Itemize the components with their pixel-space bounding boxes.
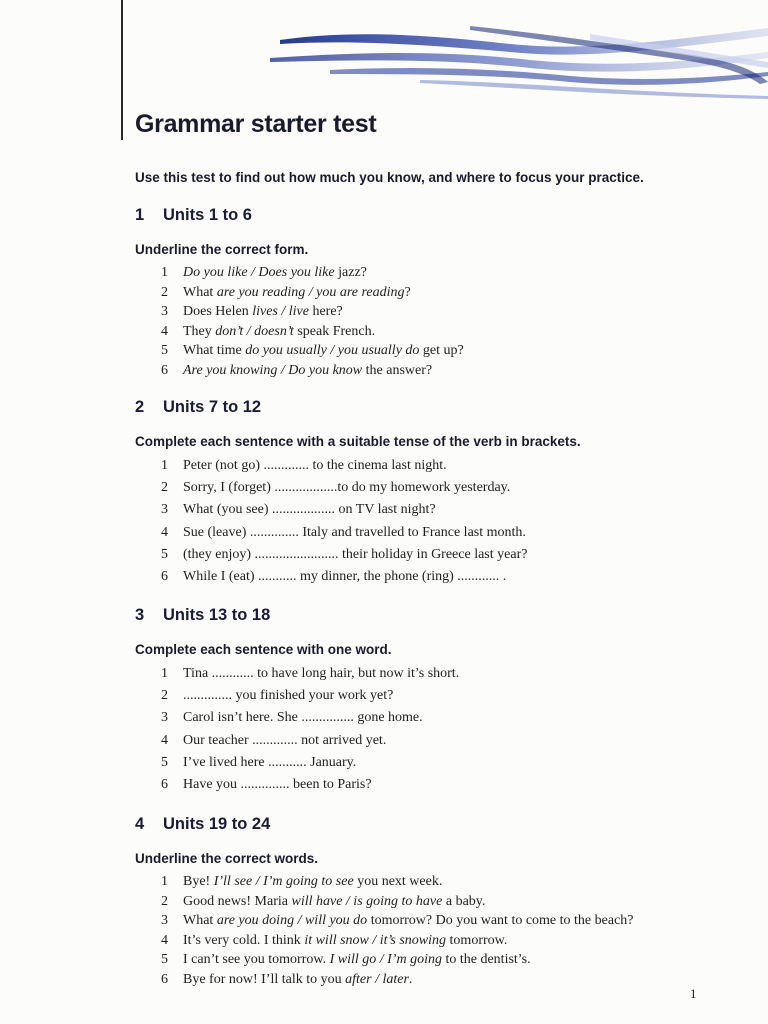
section-instruction: Complete each sentence with one word.	[135, 642, 392, 657]
section-2	[135, 398, 715, 588]
question-text: a baby.	[442, 893, 486, 909]
question-text: the answer?	[362, 362, 433, 378]
question-item	[161, 263, 715, 283]
question-text: tomorrow? Do you want to come to the beach?	[367, 913, 634, 929]
question-item	[161, 499, 715, 521]
question-number: 3	[161, 913, 168, 929]
answer-choice: Do you like / Does you like	[183, 265, 335, 280]
answer-choice: it will snow / it’s snowing	[304, 932, 447, 948]
question-number: 2	[161, 893, 168, 909]
question-item	[161, 872, 715, 892]
question-list	[135, 872, 715, 990]
answer-choice: I will go / I’m going	[329, 952, 442, 968]
section-heading	[135, 815, 715, 839]
question-text: I’ve lived here ........... January.	[183, 754, 357, 770]
question-text: Peter (not go) ............. to the cinema last night.	[183, 458, 447, 473]
question-text: Bye for now! I’ll talk to you	[183, 971, 346, 987]
question-number: 1	[161, 265, 168, 280]
question-number: 4	[161, 323, 168, 339]
question-item	[161, 455, 715, 477]
section-heading	[135, 398, 715, 422]
question-text: here?	[308, 304, 343, 320]
question-text: speak French.	[293, 323, 376, 339]
section-number: 3	[135, 606, 145, 624]
question-text: ?	[404, 284, 411, 300]
question-item	[161, 322, 715, 342]
section-instruction: Underline the correct form.	[135, 242, 309, 257]
question-text: tomorrow.	[446, 932, 508, 948]
question-number: 1	[161, 874, 168, 889]
section-instruction: Complete each sentence with a suitable tense of the verb in brackets.	[135, 434, 581, 449]
question-text: I can’t see you tomorrow.	[183, 952, 330, 968]
section-number: 1	[135, 206, 145, 224]
question-list	[135, 263, 715, 381]
intro-text: Use this test to find out how much you know, and where to focus your practice.	[135, 170, 644, 185]
section-heading	[135, 206, 715, 230]
question-number: 5	[161, 754, 168, 770]
question-item	[161, 544, 715, 566]
margin-rule	[121, 0, 123, 140]
question-item	[161, 730, 715, 752]
answer-choice: I’ll see / I’m going to see	[213, 874, 354, 889]
question-number: 2	[161, 480, 168, 496]
question-text: While I (eat) ........... my dinner, the phone (ring) ............ .	[183, 569, 507, 585]
question-text: to the dentist’s.	[441, 952, 531, 968]
question-number: 1	[161, 666, 168, 681]
question-text: Does Helen	[183, 304, 253, 320]
question-number: 6	[161, 569, 168, 585]
page-number: 1	[690, 986, 697, 1001]
section-number: 2	[135, 398, 145, 416]
section-1	[135, 206, 715, 381]
section-heading	[135, 606, 715, 630]
question-text: Bye!	[183, 874, 214, 889]
section-number: 4	[135, 815, 145, 833]
question-text: jazz?	[334, 265, 367, 280]
decorative-banner	[270, 22, 768, 102]
question-item	[161, 302, 715, 322]
question-number: 5	[161, 546, 168, 562]
question-text: Sorry, I (forget) ..................to do my homework yesterday.	[183, 480, 511, 496]
question-item	[161, 566, 715, 588]
answer-choice: do you usually / you usually do	[245, 343, 420, 359]
question-text: Carol isn’t here. She ............... gone home.	[183, 710, 423, 726]
question-item	[161, 707, 715, 729]
question-text: get up?	[419, 343, 464, 359]
question-item	[161, 950, 715, 970]
question-list	[135, 663, 715, 796]
question-item	[161, 752, 715, 774]
question-item	[161, 970, 715, 990]
section-title: Units 19 to 24	[163, 815, 271, 833]
question-text: you next week.	[353, 874, 443, 889]
question-item	[161, 663, 715, 685]
question-text: What time	[183, 343, 246, 359]
question-text: What	[183, 913, 217, 929]
answer-choice: Are you knowing / Do you know	[183, 362, 363, 378]
question-number: 6	[161, 971, 168, 987]
question-number: 3	[161, 304, 168, 320]
question-number: 2	[161, 284, 168, 300]
question-item	[161, 361, 715, 381]
question-list	[135, 455, 715, 588]
answer-choice: will have / is going to have	[291, 893, 443, 909]
answer-choice: lives / live	[252, 304, 309, 320]
question-number: 6	[161, 777, 168, 793]
section-4	[135, 815, 715, 990]
question-text: Have you .............. been to Paris?	[183, 777, 372, 793]
question-text: Good news! Maria	[183, 893, 292, 909]
question-text: (they enjoy) ........................ their holiday in Greece last year?	[183, 546, 528, 562]
question-text: Our teacher ............. not arrived yet.	[183, 732, 387, 748]
question-item	[161, 931, 715, 951]
question-number: 5	[161, 952, 168, 968]
question-item	[161, 685, 715, 707]
question-number: 2	[161, 688, 168, 704]
question-text: Sue (leave) .............. Italy and travelled to France last month.	[183, 524, 526, 540]
question-text: Tina ............ to have long hair, but now it’s short.	[183, 666, 460, 681]
question-number: 5	[161, 343, 168, 359]
question-number: 3	[161, 502, 168, 518]
section-title: Units 13 to 18	[163, 606, 271, 624]
answer-choice: after / later	[345, 971, 409, 987]
question-number: 6	[161, 362, 168, 378]
question-number: 1	[161, 458, 168, 473]
question-text: What (you see) .................. on TV last night?	[183, 502, 436, 518]
question-item	[161, 911, 715, 931]
question-item	[161, 477, 715, 499]
question-text: What	[183, 284, 217, 300]
question-item	[161, 341, 715, 361]
question-number: 4	[161, 524, 168, 540]
question-text: .............. you finished your work yet?	[183, 688, 394, 704]
section-title: Units 7 to 12	[163, 398, 262, 416]
question-number: 4	[161, 932, 168, 948]
section-instruction: Underline the correct words.	[135, 851, 319, 866]
answer-choice: are you doing / will you do	[216, 913, 368, 929]
question-item	[161, 522, 715, 544]
question-number: 3	[161, 710, 168, 726]
question-item	[161, 892, 715, 912]
answer-choice: are you reading / you are reading	[216, 284, 405, 300]
question-text: .	[408, 971, 413, 987]
question-item	[161, 283, 715, 303]
question-text: They	[183, 323, 216, 339]
section-title: Units 1 to 6	[163, 206, 252, 224]
question-text: It’s very cold. I think	[183, 932, 305, 948]
section-3	[135, 606, 715, 796]
page-title: Grammar starter test	[135, 110, 377, 138]
question-number: 4	[161, 732, 168, 748]
answer-choice: don’t / doesn’t	[215, 323, 294, 339]
question-item	[161, 774, 715, 796]
